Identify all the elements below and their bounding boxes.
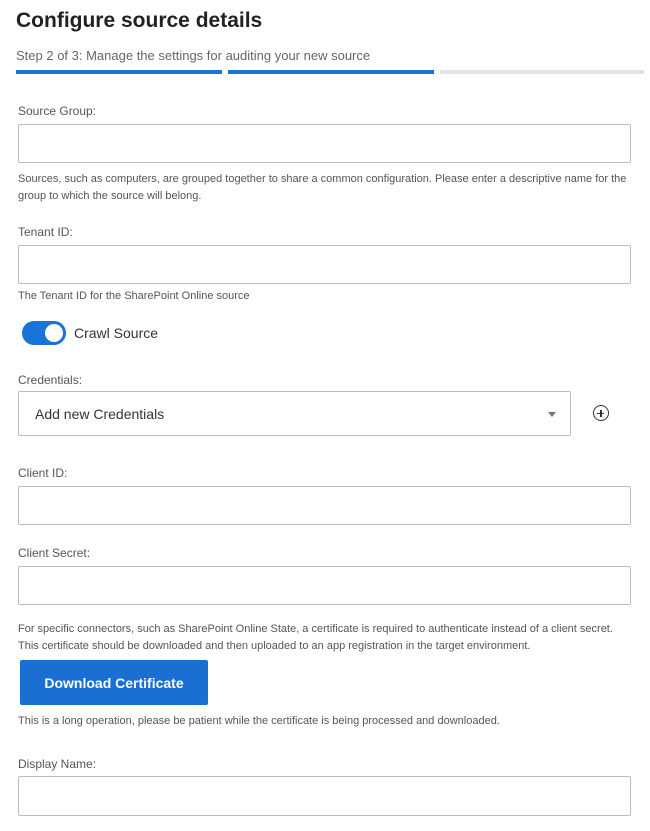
download-certificate-button[interactable]: Download Certificate xyxy=(20,660,208,705)
toggle-knob xyxy=(45,324,63,342)
source-group-label: Source Group: xyxy=(18,104,97,118)
tenant-id-label: Tenant ID: xyxy=(18,225,73,239)
add-credentials-icon[interactable] xyxy=(593,405,609,421)
crawl-source-label: Crawl Source xyxy=(74,325,159,341)
display-name-label: Display Name: xyxy=(18,757,97,771)
certificate-help: For specific connectors, such as SharePoint Online State, a certificate is required to authenticate instead of a client secret. This certificate should be downloaded and then uploaded to an app registration in the target environment. xyxy=(18,623,613,652)
client-id-input[interactable] xyxy=(18,486,631,525)
client-secret-label: Client Secret: xyxy=(18,546,91,560)
credentials-select[interactable] xyxy=(18,391,571,436)
tenant-id-help: The Tenant ID for the SharePoint Online source xyxy=(18,290,250,302)
chevron-down-icon xyxy=(548,412,556,417)
step-3-bar xyxy=(440,70,644,74)
crawl-source-toggle[interactable] xyxy=(22,321,66,345)
page-title: Configure source details xyxy=(16,9,263,32)
client-secret-input[interactable] xyxy=(18,566,631,605)
display-name-input[interactable] xyxy=(18,776,631,816)
tenant-id-input[interactable] xyxy=(18,245,631,284)
source-group-input[interactable] xyxy=(18,124,631,163)
source-group-help: Sources, such as computers, are grouped together to share a common configuration. Please enter a descriptive name for the group to which the source will belong. xyxy=(18,173,627,202)
step-indicator-text: Step 2 of 3: Manage the settings for auditing your new source xyxy=(16,48,371,63)
step-2-bar xyxy=(228,70,434,74)
credentials-label: Credentials: xyxy=(18,373,83,387)
credentials-selected-value: Add new Credentials xyxy=(35,406,165,422)
step-1-bar xyxy=(16,70,222,74)
step-progress xyxy=(16,70,644,74)
certificate-note: This is a long operation, please be patient while the certificate is being processed and downloaded. xyxy=(18,715,500,727)
client-id-label: Client ID: xyxy=(18,466,68,480)
